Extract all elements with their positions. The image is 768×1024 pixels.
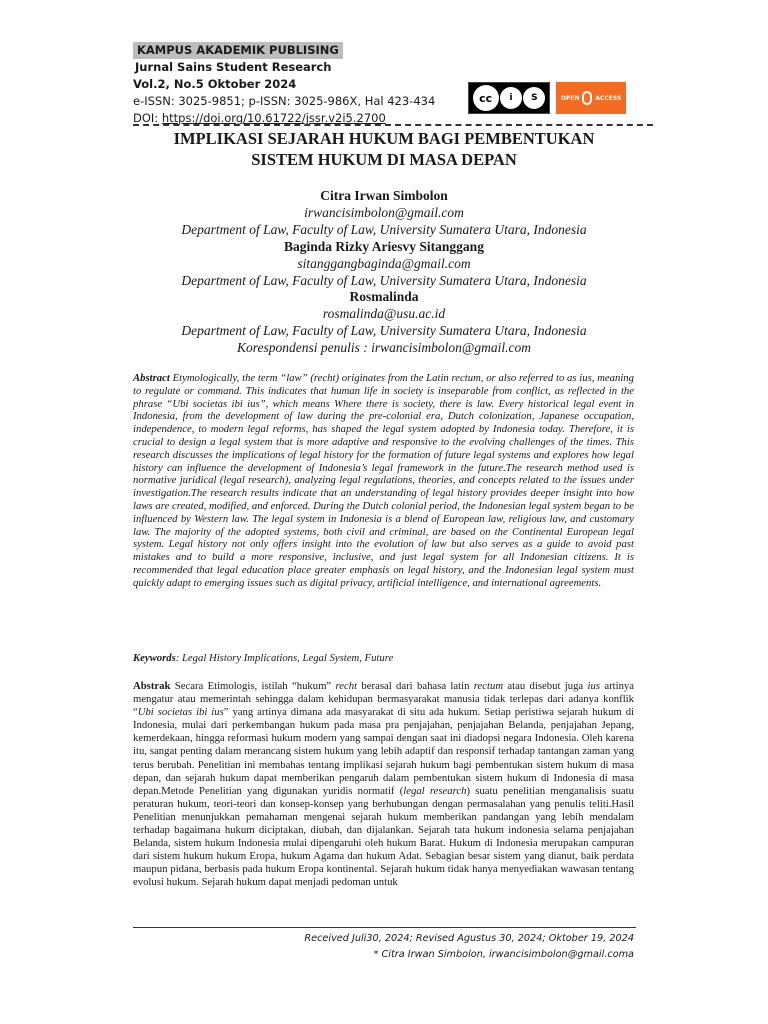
keywords: [133, 652, 634, 665]
open-access-label-open: OPEN: [560, 94, 580, 102]
author-name: Citra Irwan Simbolon: [320, 188, 448, 203]
cc-by-sa-license-icon[interactable]: [468, 82, 550, 114]
open-access-label-access: ACCESS: [595, 94, 622, 102]
title-line-1: IMPLIKASI SEJARAH HUKUM BAGI PEMBENTUKAN: [173, 129, 595, 148]
journal-volume: Vol.2, No.5 Oktober 2024: [133, 77, 297, 91]
abstrak-text-segment: ) suatu penelitian menganalisis suatu peraturan hukum, teori-teori dan konsep-konsep yang berhubungan dengan permasalahan yang penulis teliti.Hasil Penelitian menunjukkan pemahaman mengenai sejarah hukum memberikan pandangan yang lebih mendalam terhadap bagaimana hukum diciptakan, diubah, dan dijalankan. Sejarah tata hukum indonesia selama penjajahan Belanda, sistem hukum Indonesia mulai dipengaruhi oleh hukum Barat. Hukum di Indonesia merupakan campuran dari sistem hukum hukum Eropa, hukum Agama dan hukum Adat. Sebagian besar sistem yang dianut, baik perdata maupun pidana, berbasis pada hukum Eropa kontinental. Sejarah hukum tidak hanya menyediakan wawasan tentang evolusi hukum. Sejarah hukum dapat menjadi pedoman untuk: [133, 784, 634, 889]
open-access-icon[interactable]: [556, 82, 626, 114]
keywords-label: Keywords: [133, 652, 176, 664]
author-email: rosmalinda@usu.ac.id: [322, 306, 446, 322]
abstrak-text-segment: atau disebut juga: [503, 680, 588, 692]
abstrak-italic-term: recht: [335, 680, 358, 692]
by-icon: i: [500, 87, 522, 109]
abstract-indonesian: [133, 680, 634, 890]
abstrak-text-segment: berasal dari bahasa latin: [357, 680, 474, 692]
author-affiliation: Department of Law, Faculty of Law, University Sumatera Utara, Indonesia: [181, 221, 587, 237]
corresponding-author-note: * Citra Irwan Simbolon, irwancisimbolon@gmail.coma: [373, 948, 634, 960]
abstrak-italic-term: ius: [587, 680, 600, 692]
author-affiliation: Department of Law, Faculty of Law, University Sumatera Utara, Indonesia: [181, 272, 587, 288]
author-name: Baginda Rizky Ariesvy Sitanggang: [284, 238, 484, 254]
title-line-2: SISTEM HUKUM DI MASA DEPAN: [251, 150, 517, 169]
abstrak-text-segment: Secara Etimologis, istilah “hukum”: [170, 680, 336, 692]
header-divider: [133, 124, 653, 126]
abstrak-italic-term: Ubi societas ibi ius: [137, 706, 224, 719]
author-block: [120, 188, 648, 357]
author-email: irwancisimbolon@gmail.com: [304, 204, 464, 220]
paper-title: [120, 128, 648, 170]
abstrak-italic-term: rectum: [473, 680, 504, 692]
author-name: Rosmalinda: [349, 289, 419, 305]
sa-icon: S: [523, 87, 545, 109]
abstrak-italic-term: legal research: [403, 784, 467, 797]
footer-divider: [133, 927, 636, 928]
abstrak-label: Abstrak: [133, 680, 171, 692]
doi-link[interactable]: https://doi.org/10.61722/jssr.v2i5.2700: [161, 111, 386, 125]
abstract-label: Abstract: [133, 372, 170, 384]
abstract-text: Etymologically, the term “law” (recht) originates from the Latin rectum, or also referred to as ius, meaning to regulate or command. This indicates that human life in society is inseparable from conflict, as reflected in the phrase “Ubi societas ibi ius”, which means Where there is society, there is law. Every historical legal event in Indonesia, from the development of law during the pre-colonial era, Dutch colonization, Japanese occupation, independence, to modern legal reforms, has shaped the legal system adopted by Indonesia today. Therefore, it is crucial to design a legal system that is more adaptive and responsive to the evolving challenges of the times. This research discusses the implications of legal history for the formation of future legal systems and explores how legal history can influence the development of Indonesia’s legal framework in the future.The research method used is normative juridical (legal research), analyzing legal regulations, theories, and concepts related to the issues under investigation.The research results indicate that an understanding of legal history provides deeper insight into how laws are created, modified, and enforced. During the Dutch colonial period, the Indonesian legal system began to be influenced by Western law. The legal system in Indonesia is a blend of European law, religious law, and customary law. The majority of the adopted systems, both civil and criminal, are based on the Continental European legal system. Legal history not only offers insight into the evolution of law but also serves as a guide to avoid past mistakes and to build a more responsive, inclusive, and just legal system for all Indonesian citizens. It is recommended that legal education place greater emphasis on legal history, and the Indonesian legal system must quickly adapt to emerging issues such as digital privacy, artificial intelligence, and international agreements.: [133, 372, 634, 589]
open-lock-icon: [582, 91, 592, 105]
author-email: sitanggangbaginda@gmail.com: [297, 255, 471, 271]
abstrak-text-segment: artinya mengatur atau memerintah sehingga dalam kehidupan bermasyarakat manusia tidak terlepas dari adanya konflik “: [133, 680, 635, 719]
doi-label: DOI:: [133, 111, 159, 125]
journal-name: Jurnal Sains Student Research: [135, 60, 332, 74]
publisher-name: KAMPUS AKADEMIK PUBLISING: [133, 42, 343, 59]
abstrak-text-segment: ” yang artinya dimana ada masyarakat di situ ada hukum. Setiap peristiwa sejarah hukum di Indonesia, mulai dari perkembangan hukum pada masa pra penjajahan, penjajahan Belanda, penjajahan Jepang, kemerdekaan, hingga reformasi hukum modern yang sampai dengan saat ini diadopsi negara Indonesia. Oleh karena itu, sangat penting dalam merancang sistem hukum yang lebih adaptif dan responsif terhadap tantangan zaman yang terus berubah. Penelitian ini membahas tentang implikasi sejarah hukum bagi pembentukan sistem hukum di masa depan, dan sejarah hukum dapat memberikan pengaruh dalam pembentukan sistem hukum di Indonesia di masa depan.Metode Penelitian yang digunakan yuridis normatif (: [133, 706, 635, 797]
page-footer: [133, 931, 634, 962]
received-dates: Received Juli30, 2024; Revised Agustus 30, 2024; Oktober 19, 2024: [304, 933, 634, 944]
correspondence-note: Korespondensi penulis : irwancisimbolon@gmail.com: [237, 340, 531, 356]
author-affiliation: Department of Law, Faculty of Law, University Sumatera Utara, Indonesia: [181, 323, 587, 339]
journal-issn: e-ISSN: 3025-9851; p-ISSN: 3025-986X, Hal 423-434: [133, 94, 436, 108]
abstract-english: [133, 372, 634, 590]
keywords-text: : Legal History Implications, Legal System, Future: [175, 652, 394, 664]
cc-icon: cc: [473, 85, 499, 111]
